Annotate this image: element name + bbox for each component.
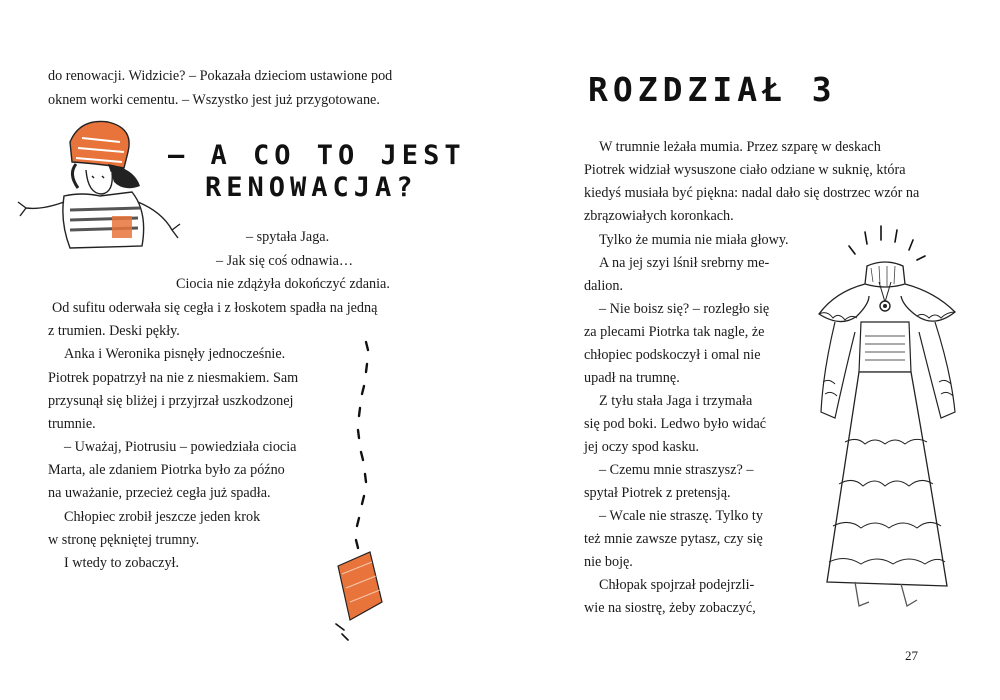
text-line: Marta, ale zdaniem Piotrka było za późno [48,462,285,478]
text-line: za plecami Piotrka tak nagle, że [584,324,765,340]
text-line: jej oczy spod kasku. [584,439,700,455]
chapter-title: ROZDZIAŁ 3 [588,70,837,109]
text-line: – Nie boisz się? – rozległo się [599,301,770,317]
text-line: Chłopak spojrzał podejrzli- [599,577,755,593]
text-line: nie boję. [584,554,633,570]
headless-mummy-dress-illustration [805,222,970,622]
text-line: Chłopiec zrobił jeszcze jeden krok [64,509,261,525]
text-line: kiedyś musiała być piękna: nadal dało się dostrzec wzór na [584,185,920,201]
text-line: W trumnie leżała mumia. Przez szparę w deskach [599,139,881,155]
text-line: do renowacji. Widzicie? – Pokazała dzieciom ustawione pod [48,68,393,84]
text-line: oknem worki cementu. – Wszystko jest już przygotowane. [48,92,380,108]
text-line: Tylko że mumia nie miała głowy. [599,232,789,248]
text-line: dalion. [584,278,624,294]
text-line: przysunął się bliżej i przyjrzał uszkodzonej [48,393,294,409]
text-line: Ciocia nie zdążyła dokończyć zdania. [176,276,390,292]
right-page [500,0,1000,700]
text-line: w stronę pękniętej trumny. [48,532,200,548]
text-line: z trumien. Deski pękły. [48,323,180,339]
text-line: I wtedy to zobaczył. [64,555,180,571]
text-line: się pod boki. Ledwo było widać [584,416,767,432]
text-line: – Wcale nie straszę. Tylko ty [599,508,763,524]
text-line: też mnie zawsze pytasz, czy się [584,531,763,547]
page-number: 27 [905,648,918,663]
text-line: Piotrek popatrzył na nie z niesmakiem. Sam [48,370,299,386]
text-line: – Jak się coś odnawia… [216,253,354,269]
text-line: Z tyłu stała Jaga i trzymała [599,393,753,409]
text-line: Od sufitu oderwała się cegła i z łoskotem spadła na jedną [52,300,378,316]
dialogue-line: – A CO TO JEST [168,140,466,171]
text-line: upadł na trumnę. [584,370,680,386]
text-line: spytał Piotrek z pretensją. [584,485,731,501]
text-line: Piotrek widział wysuszone ciało odziane w suknię, która [584,162,906,178]
falling-brick-illustration [330,330,390,650]
text-line: trumnie. [48,416,96,432]
text-line: – spytała Jaga. [246,229,330,245]
text-line: chłopiec podskoczył i omal nie [584,347,761,363]
text-line: A na jej szyi lśnił srebrny me- [599,255,770,271]
girl-with-helmet-illustration [12,112,182,262]
text-line: – Uważaj, Piotrusiu – powiedziała ciocia [64,439,297,455]
text-line: wie na siostrę, żeby zobaczyć, [584,600,756,616]
text-line: Anka i Weronika pisnęły jednocześnie. [64,346,286,362]
dialogue-line: RENOWACJA? [205,172,418,203]
text-line: na uważanie, przecież cegła już spadła. [48,485,271,501]
text-line: zbrązowiałych koronkach. [584,208,734,224]
text-line: – Czemu mnie straszysz? – [599,462,754,478]
